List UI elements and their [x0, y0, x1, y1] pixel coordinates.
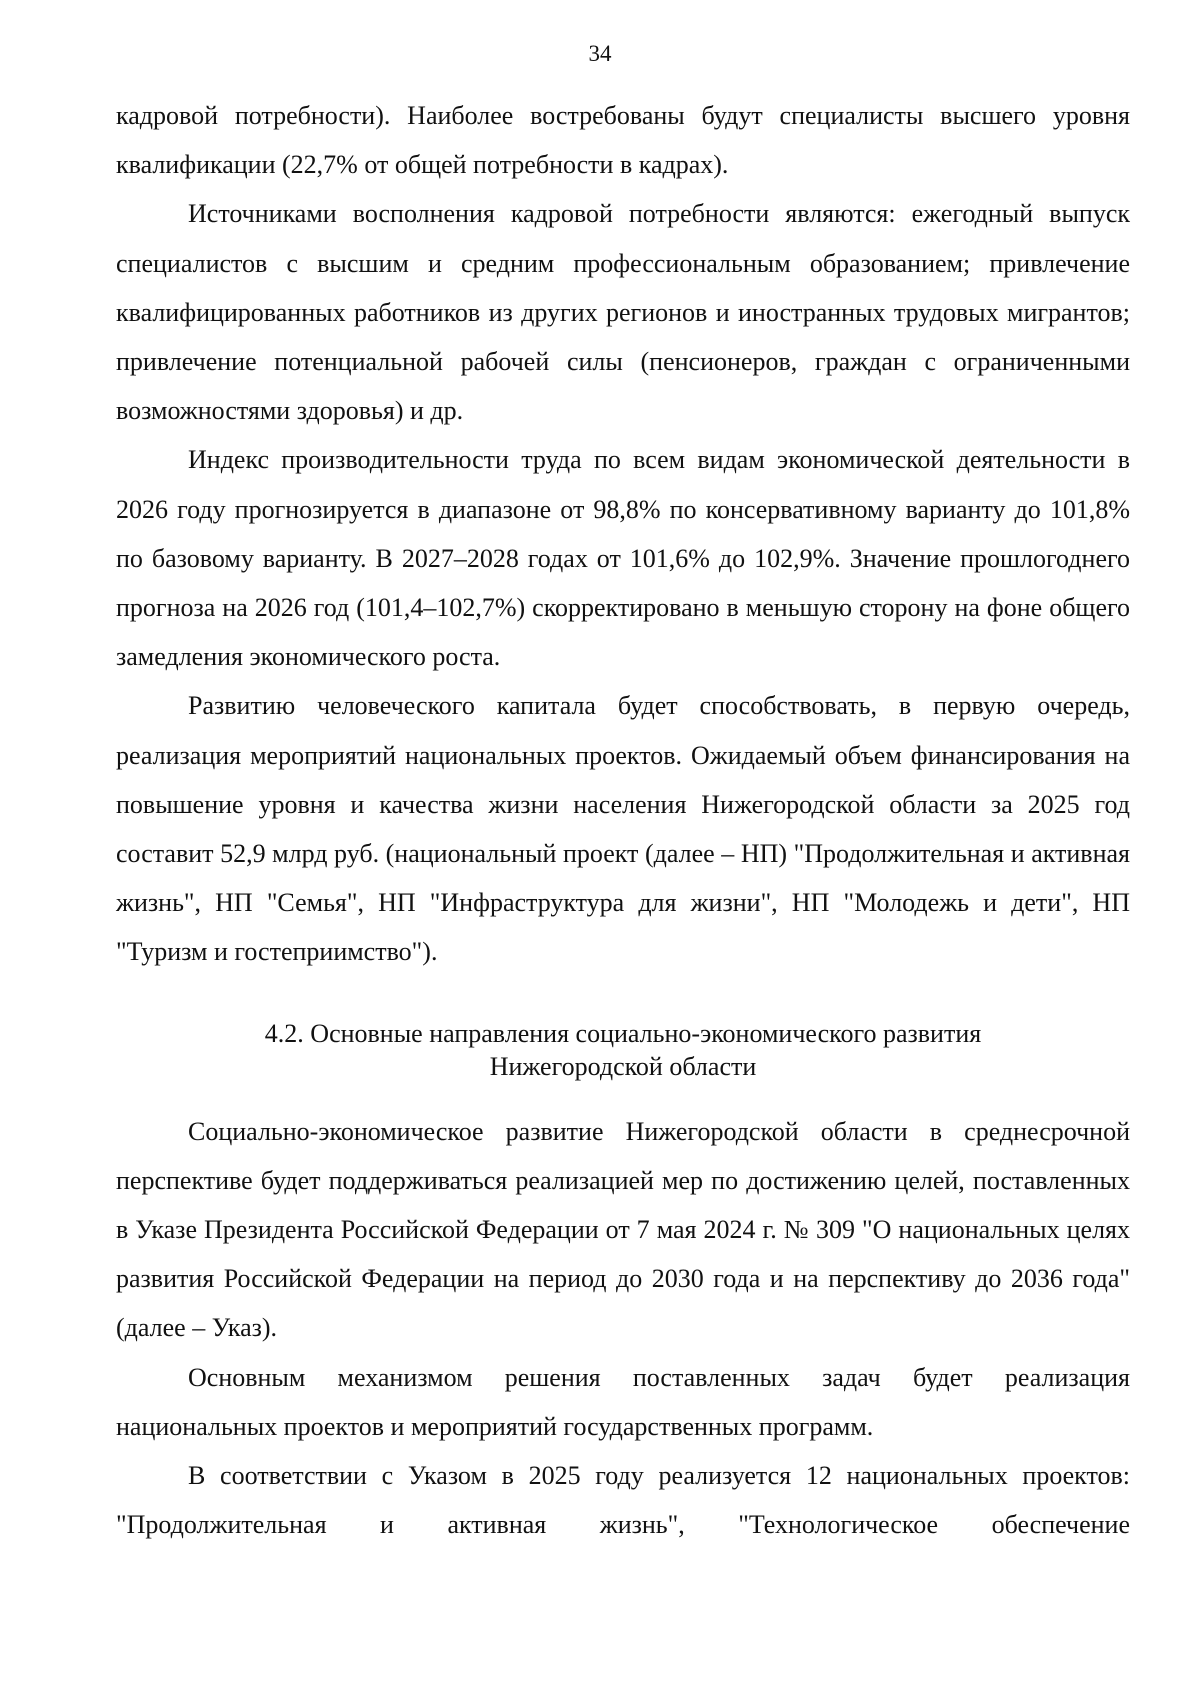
document-body: [116, 91, 1130, 1549]
paragraph-national-projects: В соответствии с Указом в 2025 году реализуется 12 национальных проектов: "Продолжительная и активная жизнь", "Технологическое обеспечение: [116, 1461, 1130, 1540]
page-number: 34: [588, 41, 612, 66]
paragraph-main-mechanism: Основным механизмом решения поставленных задач будет реализация национальных проектов и мероприятий государственных программ.: [116, 1362, 1130, 1441]
section-heading-line-2: Нижегородской области: [489, 1051, 757, 1081]
paragraph-staffing-sources: Источниками восполнения кадровой потребности являются: ежегодный выпуск специалистов с высшим и средним профессиональным образованием; привлечение квалифицированных работников из других регионов и иностранных трудовых мигрантов; привлечение потенциальной рабочей силы (пенсионеров, граждан с ограниченными возможностями здоровья) и др.: [116, 199, 1130, 426]
paragraph-development-decree: Социально-экономическое развитие Нижегородской области в среднесрочной перспективе будет поддерживаться реализацией мер по достижению целей, поставленных в Указе Президента Российской Федерации от 7 мая 2024 г. № 309 "О национальных целях развития Российской Федерации на период до 2030 года и на перспективу до 2036 года" (далее – Указ).: [116, 1116, 1130, 1343]
paragraph-continuation: кадровой потребности). Наиболее востребованы будут специалисты высшего уровня квалификации (22,7% от общей потребности в кадрах).: [116, 101, 1130, 180]
paragraph-human-capital: Развитию человеческого капитала будет способствовать, в первую очередь, реализация мероприятий национальных проектов. Ожидаемый объем финансирования на повышение уровня и качества жизни населения Нижегородской области за 2025 год составит 52,9 млрд руб. (национальный проект (далее – НП) "Продолжительная и активная жизнь", НП "Семья", НП "Инфраструктура для жизни", НП "Молодежь и дети", НП "Туризм и гостеприимство").: [116, 691, 1130, 967]
paragraph-labor-productivity: Индекс производительности труда по всем видам экономической деятельности в 2026 году прогнозируется в диапазоне от 98,8% по консервативному варианту до 101,8% по базовому варианту. В 2027–2028 годах от 101,6% до 102,9%. Значение прошлогоднего прогноза на 2026 год (101,4–102,7%) скорректировано в меньшую сторону на фоне общего замедления экономического роста.: [116, 445, 1130, 672]
section-heading-line-1: 4.2. Основные направления социально-экономического развития: [264, 1018, 982, 1048]
section-heading: [116, 1017, 1130, 1083]
